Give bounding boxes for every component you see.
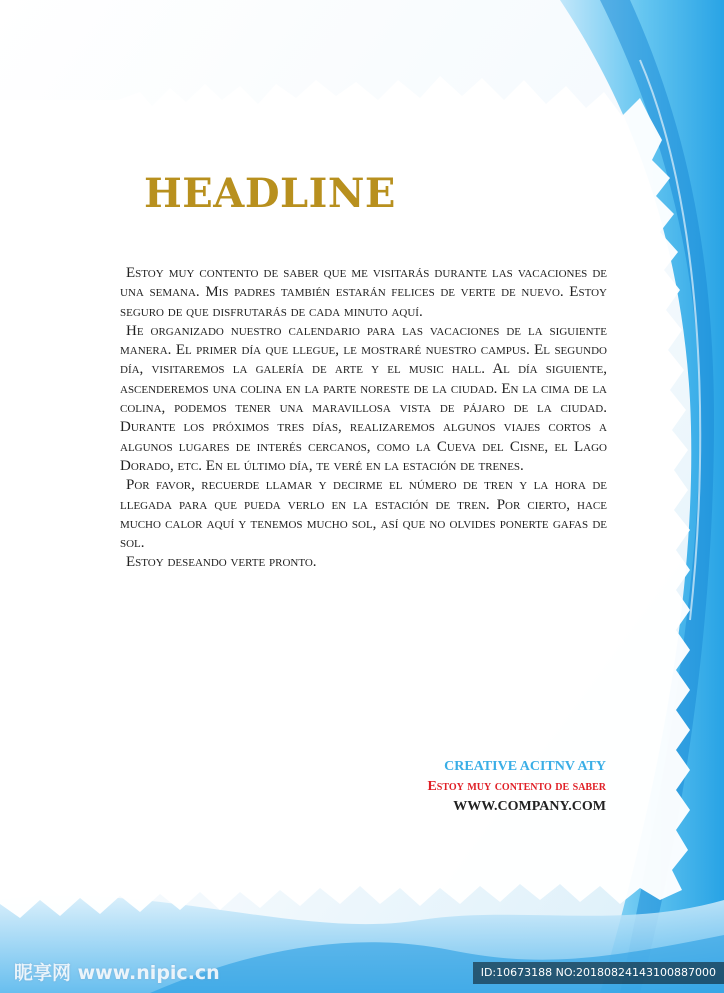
watermark-logo: 昵享网 www.nipic.cn — [14, 962, 220, 984]
headline: HEADLINE — [144, 170, 396, 217]
footer-tagline: CREATIVE ACITNV ATY — [444, 759, 606, 774]
paragraph: Por favor, recuerde llamar y decirme el número de tren y la hora de llegada para que pueda verlo en la estación de tren. Por cierto, hace mucho calor aquí y tenemos mucho sol, así que no olvides ponerte gafas de sol. — [120, 477, 607, 552]
paragraph: He organizado nuestro calendario para las vacaciones de la siguiente manera. El primer día que llegue, le mostraré nuestro campus. El segundo día, visitaremos la galería de arte y el music hall. Al día siguiente, ascenderemos una colina en la parte noreste de la ciudad. En la cima de la colina, podemos tener una maravillosa vista de pájaro de la ciudad. Durante los próximos tres días, realizaremos algunos viajes cortos a algunos lugares de interés cercanos, como la Cueva del Cisne, el Lago Dorado, etc. En el último día, te veré en la estación de trenes. — [120, 322, 607, 474]
footer-website[interactable]: WWW.COMPANY.COM — [453, 799, 606, 814]
watermark-id: ID:10673188 NO:20180824143100887000 — [473, 962, 724, 984]
footer-block — [427, 757, 606, 817]
letter-body — [120, 264, 607, 573]
paragraph: Estoy deseando verte pronto. — [126, 554, 317, 571]
paragraph: Estoy muy contento de saber que me visitarás durante las vacaciones de una semana. Mis padres también estarán felices de verte de nuevo. Estoy seguro de que disfrutarás de cada minuto aquí. — [120, 265, 607, 320]
footer-subtitle: Estoy muy contento de saber — [427, 779, 606, 794]
